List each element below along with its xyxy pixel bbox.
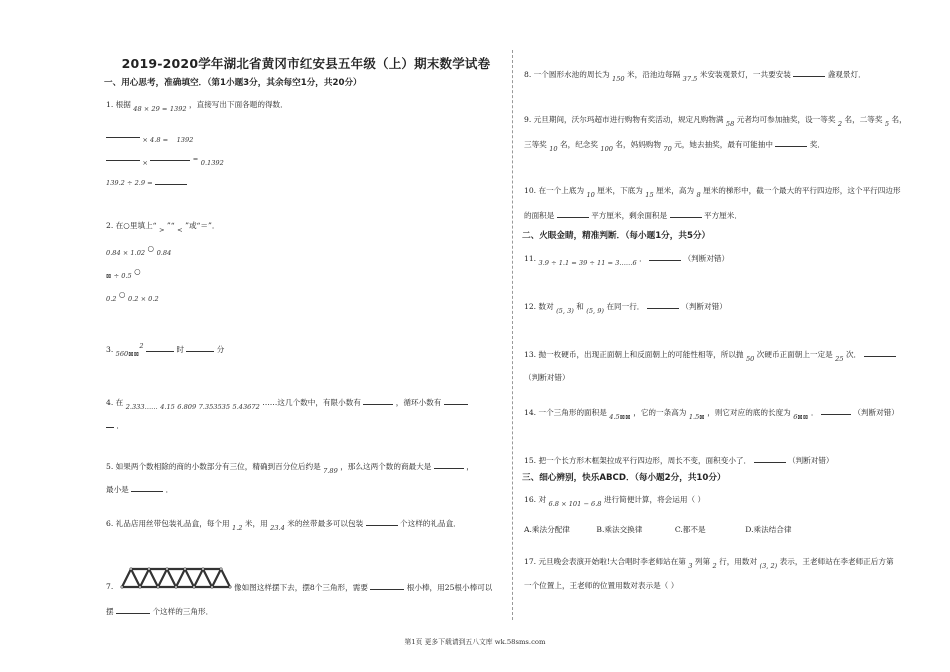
q2-c2: 0.2 × 0.2 bbox=[127, 295, 159, 303]
q1-eq: 48 × 29 = bbox=[133, 105, 168, 113]
q4-end: ． bbox=[116, 421, 125, 430]
q4-v4: 7.353535 bbox=[198, 403, 231, 411]
question-16 bbox=[524, 494, 705, 506]
q4-blank-1[interactable] bbox=[363, 396, 393, 405]
q1-l2b: 1392 bbox=[176, 136, 194, 144]
q12-mid: 和 bbox=[576, 302, 584, 311]
q9-v2: 2 bbox=[837, 120, 843, 128]
q10-v3: 8 bbox=[696, 191, 701, 199]
q5-end: ， bbox=[466, 462, 474, 471]
q4-blank-3[interactable] bbox=[106, 419, 114, 428]
q17-v3: (3, 2) bbox=[759, 562, 778, 570]
q1-blank-4[interactable] bbox=[155, 176, 187, 185]
q5-text: 5. 如果两个数相除的商的小数部分有三位，精确到百分位后约是 bbox=[106, 462, 321, 471]
q16-option-d[interactable]: D.乘法结合律 bbox=[745, 525, 792, 534]
q7-line2end: 个这样的三角形． bbox=[152, 607, 214, 616]
triangle-zigzag bbox=[122, 569, 230, 587]
q8-end: 盏观景灯． bbox=[827, 70, 866, 79]
question-13 bbox=[524, 348, 896, 361]
q12-tail: 在同一行． bbox=[606, 302, 645, 311]
q2-line-c bbox=[106, 290, 159, 305]
q14-v3: 6⊠⊠ bbox=[793, 413, 809, 421]
q11-num: 11. bbox=[524, 254, 537, 263]
q5-line-2 bbox=[106, 483, 173, 495]
q2-line-a bbox=[106, 244, 172, 259]
q10-l2c: 平方厘米． bbox=[704, 211, 742, 220]
q2-b1: ⊠ ÷ 0.5 bbox=[106, 272, 132, 280]
q17-mid2: 行，用数对 bbox=[719, 557, 758, 566]
q9-v5: 100 bbox=[600, 145, 613, 153]
q8-blank[interactable] bbox=[793, 68, 825, 77]
q4-line-2 bbox=[106, 419, 124, 431]
q3-num: 3. bbox=[106, 345, 114, 354]
question-3 bbox=[106, 343, 224, 356]
q17-text: 17. 元旦晚会表演开始啦!大合唱时李老师站在第 bbox=[524, 557, 686, 566]
q8-v1: 150 bbox=[612, 75, 625, 83]
question-15 bbox=[524, 454, 834, 466]
q3-tail: 分 bbox=[216, 345, 225, 354]
section-3-heading: 三、细心辨别，快乐ABCD．（每小题2分，共10分） bbox=[522, 473, 726, 483]
question-4 bbox=[106, 396, 468, 409]
q8-text: 8. 一个圆形水池的周长为 bbox=[524, 70, 610, 79]
q17-tail: 表示，王老师站在李老师正后方第 bbox=[779, 557, 894, 566]
q13-v2: 25 bbox=[835, 355, 844, 363]
q5-tail: ，那么这两个数的商最大是 bbox=[340, 462, 432, 471]
q6-end: 个这样的礼品盒． bbox=[400, 519, 461, 528]
q2-tail: ”或“＝”． bbox=[185, 221, 220, 230]
q14-tail: ． bbox=[810, 408, 819, 417]
q15-judge: （判断对错） bbox=[787, 456, 834, 465]
q9-end1: 名， bbox=[891, 115, 907, 124]
q6-v2: 23.4 bbox=[270, 524, 285, 532]
q7-blank-2[interactable] bbox=[116, 605, 150, 614]
q16-text: 16. 对 bbox=[524, 495, 547, 504]
q9-line-2 bbox=[524, 138, 825, 151]
q5-line2: 最小是 bbox=[106, 485, 129, 494]
q10-line-2 bbox=[524, 209, 742, 221]
q7-line2: 摆 bbox=[106, 607, 114, 616]
question-11 bbox=[524, 252, 729, 265]
q14-v1: 4.5⊠⊠ bbox=[609, 413, 631, 421]
q7-mid: 根小棒，用25根小棒可以 bbox=[406, 583, 493, 592]
q9-v1: 58 bbox=[725, 120, 735, 128]
q7-text: 像如图这样摆下去，摆8个三角形，需要 bbox=[234, 583, 368, 592]
q10-tail: 厘米的梯形中，截一个最大的平行四边形，这个平行四边形 bbox=[703, 186, 901, 195]
column-divider bbox=[512, 50, 513, 620]
q13-text: 13. 抛一枚硬币，出现正面朝上和反面朝上的可能性相等，所以抛 bbox=[524, 350, 744, 359]
q9-l2e: 奖． bbox=[809, 140, 825, 149]
q2-a1: 0.84 × 1.02 bbox=[106, 249, 146, 257]
q1-line-2 bbox=[106, 129, 193, 142]
q2-circle-a[interactable]: ○ bbox=[147, 244, 155, 253]
q9-text: 9. 元旦期间，沃尔玛超市进行购物有奖活动，规定凡购物满 bbox=[524, 115, 724, 124]
q3-mid: 时 bbox=[176, 345, 184, 354]
q14-text: 14. 一个三角形的面积是 bbox=[524, 408, 607, 417]
q17-line-2 bbox=[524, 580, 678, 591]
question-12 bbox=[524, 300, 727, 313]
question-14 bbox=[524, 406, 899, 419]
q6-v1: 1.2 bbox=[232, 524, 243, 532]
q14-v2: 1.5⊠ bbox=[688, 413, 705, 421]
q17-mid: 列第 bbox=[694, 557, 711, 566]
q15-text: 15. 把一个长方形木框架拉成平行四边形，周长不变，面积变小了． bbox=[524, 456, 752, 465]
q1-l3c: 0.1392 bbox=[200, 159, 224, 167]
q8-tail: 米安装观景灯，一共要安装 bbox=[699, 70, 791, 79]
q13-v1: 50 bbox=[745, 355, 755, 363]
page-footer: 第1页 更多下载请到五八文库 wk.58sms.com bbox=[404, 638, 546, 646]
q2-lt: < bbox=[177, 226, 183, 234]
q11-eq: 3.9 ÷ 1.1 = 39 ÷ 11 = 3……6 bbox=[538, 259, 637, 267]
q13-mid: 次硬币正面朝上一定是 bbox=[756, 350, 833, 359]
q12-blank[interactable] bbox=[647, 300, 679, 309]
q1-blank-1[interactable] bbox=[106, 129, 140, 138]
q10-blank-2[interactable] bbox=[670, 209, 702, 218]
q1-val: 1392 bbox=[169, 105, 187, 113]
q9-mid2: 名，二等奖 bbox=[844, 115, 883, 124]
q5-line2end: ． bbox=[165, 485, 174, 494]
q10-mid: 厘米，下底为 bbox=[597, 186, 643, 195]
q16-tail: 进行简便计算，将会运用（ ） bbox=[603, 495, 706, 504]
q5-val: 7.89 bbox=[323, 467, 338, 475]
q8-v2: 37.5 bbox=[682, 75, 698, 83]
q9-line2: 三等奖 bbox=[524, 140, 547, 149]
q7-text-line bbox=[234, 581, 492, 593]
q1-tail: ，直接写出下面各题的得数． bbox=[189, 100, 288, 109]
q9-v4: 10 bbox=[549, 145, 558, 153]
section-1-heading: 一、用心思考，准确填空．（第1小题3分，其余每空1分，共20分） bbox=[104, 78, 362, 88]
q7-line-2 bbox=[106, 605, 213, 617]
q4-num: 4. 在 bbox=[106, 398, 124, 407]
q17-v1: 3 bbox=[688, 562, 693, 570]
q9-blank[interactable] bbox=[775, 138, 807, 147]
q2-mid: ”“ bbox=[166, 221, 175, 230]
q4-v1: 2.333…… bbox=[125, 403, 158, 411]
q16-options bbox=[524, 524, 904, 535]
question-5 bbox=[106, 460, 474, 473]
question-2 bbox=[106, 220, 220, 232]
q2-c1: 0.2 bbox=[106, 295, 117, 303]
q13-blank[interactable] bbox=[864, 348, 896, 357]
question-6 bbox=[106, 517, 461, 530]
q7-num: 7. bbox=[106, 582, 114, 591]
q4-v5: 5.43672 bbox=[232, 403, 260, 411]
q10-l2b: 平方厘米，剩余面积是 bbox=[591, 211, 668, 220]
q15-blank[interactable] bbox=[754, 454, 786, 463]
q4-blank-2[interactable] bbox=[444, 396, 468, 405]
q17-v2: 2 bbox=[712, 562, 717, 570]
q4-tail2: ，循环小数有 bbox=[395, 398, 442, 407]
q9-l2b: 名，纪念奖 bbox=[560, 140, 598, 149]
q1-l2a: × 4.8 = bbox=[142, 136, 169, 144]
q9-l2c: 名，妈妈购物 bbox=[615, 140, 661, 149]
q10-v2: 15 bbox=[645, 191, 654, 199]
q6-text: 6. 礼品店用丝带包装礼品盒，每个用 bbox=[106, 519, 230, 528]
q10-blank-1[interactable] bbox=[557, 209, 589, 218]
question-1 bbox=[106, 99, 288, 111]
q1-blank-3[interactable] bbox=[150, 152, 190, 161]
q12-text: 12. 数对 bbox=[524, 302, 554, 311]
q16-option-c[interactable]: C.都不是 bbox=[674, 525, 706, 534]
q9-v3: 5 bbox=[884, 120, 890, 128]
question-9 bbox=[524, 114, 907, 126]
q9-mid: 元者均可参加抽奖，设一等奖 bbox=[736, 115, 836, 124]
q12-judge: （判断对错） bbox=[681, 302, 727, 311]
q13-tail: 次． bbox=[845, 350, 862, 359]
q1-blank-2[interactable] bbox=[106, 152, 140, 161]
q4-v3: 6.809 bbox=[177, 403, 197, 411]
q3-blank-2[interactable] bbox=[186, 343, 214, 352]
q2-gt: > bbox=[158, 226, 165, 234]
q16-option-a[interactable]: A.乘法分配律 bbox=[524, 525, 570, 534]
q11-judge: （判断对错） bbox=[683, 254, 730, 263]
question-8 bbox=[524, 68, 866, 81]
q10-text: 10. 在一个上底为 bbox=[524, 186, 585, 195]
q13-judge: （判断对错） bbox=[524, 373, 570, 382]
q1-line-4 bbox=[106, 176, 187, 189]
q16-eq: 6.8 × 101 − 6.8 bbox=[548, 500, 602, 508]
q4-tail: ……这几个数中，有限小数有 bbox=[262, 398, 361, 407]
q9-l2d: 元，她去抽奖，最有可能抽中 bbox=[674, 140, 773, 149]
q14-mid: ，它的一条高为 bbox=[633, 408, 687, 417]
q3-val: 560⊠⊠ bbox=[115, 350, 140, 358]
question-17 bbox=[524, 556, 894, 568]
q2-text: 2. 在○里填上“ bbox=[106, 221, 157, 230]
q5-blank-1[interactable] bbox=[434, 460, 464, 469]
q14-judge: （判断对错） bbox=[853, 408, 899, 417]
q6-blank-1[interactable] bbox=[366, 517, 398, 526]
q14-blank[interactable] bbox=[821, 406, 851, 415]
q8-mid: 米，沿池边每隔 bbox=[627, 70, 681, 79]
q9-v6: 70 bbox=[663, 145, 672, 153]
q10-mid2: 厘米，高为 bbox=[656, 186, 695, 195]
q11-tail: ． bbox=[639, 254, 647, 263]
q12-v1: (5, 3) bbox=[556, 307, 574, 315]
q11-blank[interactable] bbox=[649, 252, 681, 261]
q3-sup: 2 bbox=[139, 342, 144, 350]
q16-option-b[interactable]: B.乘法交换律 bbox=[596, 525, 643, 534]
section-2-heading: 二、火眼金睛，精准判断．（每小题1分，共5分） bbox=[522, 231, 711, 241]
q1-line-3 bbox=[106, 152, 224, 165]
q7-blank-1[interactable] bbox=[370, 581, 404, 590]
question-10 bbox=[524, 185, 901, 197]
q1-l4: 139.2 ÷ 2.9 = bbox=[106, 179, 153, 187]
q2-circle-c[interactable]: ○ bbox=[118, 290, 126, 299]
triangle-chain-figure bbox=[120, 565, 238, 589]
q1-text: 1. 根据 bbox=[106, 100, 131, 109]
q6-tail: 米的丝带最多可以包装 bbox=[287, 519, 364, 528]
q3-blank-1[interactable] bbox=[146, 343, 174, 352]
q17-line2: 一个位置上，王老师的位置用数对表示是（ ） bbox=[524, 581, 679, 590]
q4-v2: 4.15 bbox=[160, 403, 175, 411]
question-7 bbox=[106, 581, 113, 592]
q12-v2: (5, 9) bbox=[586, 307, 605, 315]
q13-line-2 bbox=[524, 372, 570, 383]
q10-line2: 的面积是 bbox=[524, 211, 555, 220]
q6-mid: 米，用 bbox=[244, 519, 268, 528]
q5-blank-2[interactable] bbox=[131, 483, 163, 492]
q14-mid2: ，则它对应的底的长度为 bbox=[707, 408, 791, 417]
q2-line-b bbox=[106, 267, 141, 282]
exam-title: 2019-2020学年湖北省黄冈市红安县五年级（上）期末数学试卷 bbox=[121, 56, 491, 71]
q1-l3b: = bbox=[192, 155, 199, 163]
q2-circle-b[interactable]: ○ bbox=[134, 267, 141, 276]
q10-v1: 10 bbox=[586, 191, 595, 199]
q1-l3a: × bbox=[142, 159, 148, 167]
q2-a2: 0.84 bbox=[156, 249, 172, 257]
